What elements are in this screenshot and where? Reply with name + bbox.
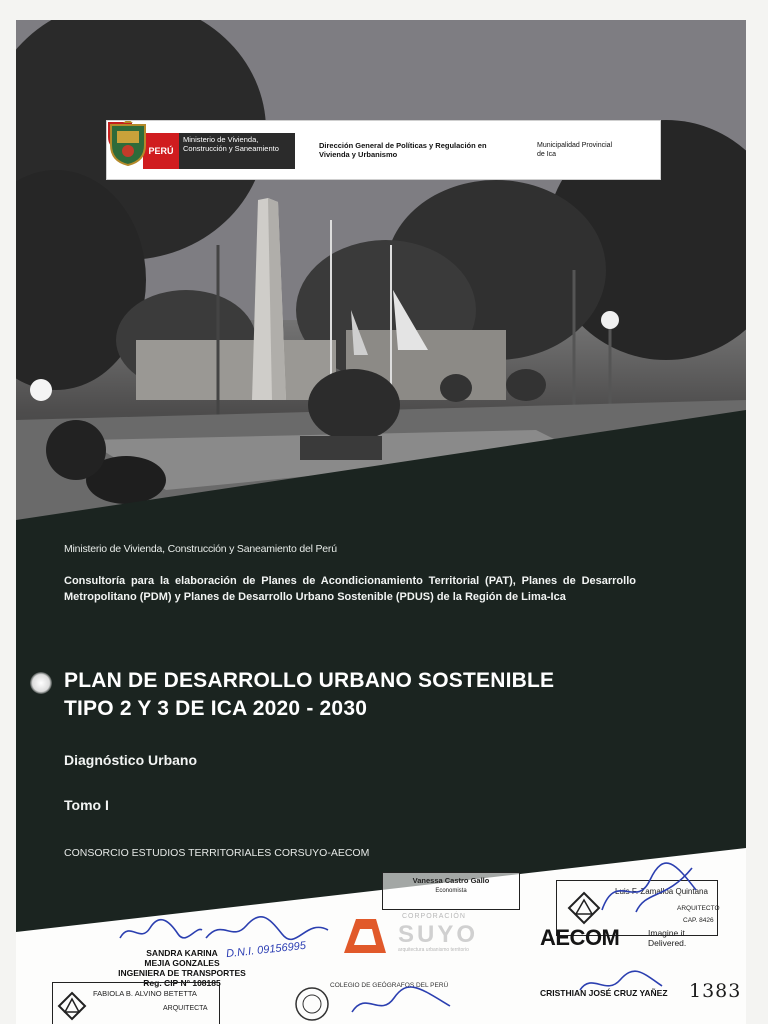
architect-bottom-seal-icon: [57, 991, 87, 1021]
suyo-name: SUYO: [398, 921, 479, 948]
plan-subtitle: Diagnóstico Urbano: [64, 752, 198, 768]
economist-stamp-role: Economista: [435, 888, 467, 894]
architect-bottom-stamp: [52, 982, 220, 1024]
architect-bottom-name: FABIOLA B. ALVINO BETETTA: [93, 989, 197, 998]
cristhian-name: CRISTHIAN JOSÉ CRUZ YAÑEZ: [540, 988, 668, 998]
dni-note: D.N.I. 09156995: [225, 939, 307, 961]
consortium-label: CONSORCIO ESTUDIOS TERRITORIALES CORSUYO-AECOM: [64, 847, 370, 859]
volume-label: Tomo I: [64, 797, 109, 813]
signature-center-left: [202, 912, 332, 946]
consultoria-text: Consultoría para la elaboración de Planes de Acondicionamiento Territorial (PAT), Planes de Desarrollo Metropolitano (PDM) y Planes de Desarrollo Urbano Sostenible (PDUS) de la Región de Lima-Ica: [64, 575, 636, 603]
municipalidad-label: Municipalidad Provincial de Ica: [537, 142, 613, 158]
plan-title-line-2: TIPO 2 Y 3 DE ICA 2020 - 2030: [64, 697, 368, 720]
economist-stamp-name: Vanessa Castro Gallo: [412, 876, 490, 885]
sig-left-line-1: SANDRA KARINA: [146, 948, 218, 958]
architect-stamp-cap: CAP. 8426: [683, 917, 714, 924]
aecom-tagline-1: Imagine it.: [648, 928, 688, 938]
page-number: 1383: [689, 980, 742, 1002]
architect-stamp-name: Luis F. Zamalloa Quintana: [615, 887, 708, 896]
peru-label: PERÚ: [143, 133, 179, 169]
municipal-crest-icon: [107, 121, 149, 167]
colegio-label: COLEGIO DE GEÓGRAFOS DEL PERÚ: [330, 982, 449, 989]
cover-page: [16, 20, 746, 1024]
aecom-tagline: [648, 928, 687, 948]
signature-mejia: [116, 916, 206, 946]
institutional-logo-band: [106, 120, 661, 180]
sig-left-line-4: Reg. CIP N° 108185: [143, 978, 221, 988]
plan-title-line-1: PLAN DE DESARROLLO URBANO SOSTENIBLE: [64, 669, 555, 692]
ministerio-label: Ministerio de Vivienda, Construcción y Saneamiento: [179, 133, 295, 169]
architect-bottom-role: ARQUITECTA: [163, 1005, 208, 1012]
scan-spot: [30, 672, 52, 694]
signature-cruz: [576, 966, 666, 1000]
aecom-logo: AECOM: [540, 925, 620, 950]
signature-geographer: [346, 982, 456, 1022]
ministry-line: Ministerio de Vivienda, Construcción y Saneamiento del Perú: [64, 543, 337, 555]
aecom-tagline-2: Delivered.: [648, 938, 687, 948]
sig-left-line-2: MEJIA GONZALES: [144, 958, 220, 968]
suyo-corp-label: CORPORACIÓN: [402, 913, 466, 920]
suyo-mark-icon: [342, 917, 388, 955]
economist-stamp: [382, 872, 520, 910]
geographers-seal-icon: [294, 986, 330, 1022]
suyo-tagline: arquitectura urbanismo territorio: [398, 947, 469, 953]
plan-title: [64, 667, 684, 723]
sig-left-line-3: INGENIERA DE TRANSPORTES: [118, 968, 246, 978]
dgp-label: Dirección General de Políticas y Regulación en Vivienda y Urbanismo: [319, 141, 487, 159]
architect-stamp-role: ARQUITECTO: [677, 905, 720, 912]
suyo-logo: [342, 913, 512, 957]
signature-zamalloa: [596, 860, 706, 920]
